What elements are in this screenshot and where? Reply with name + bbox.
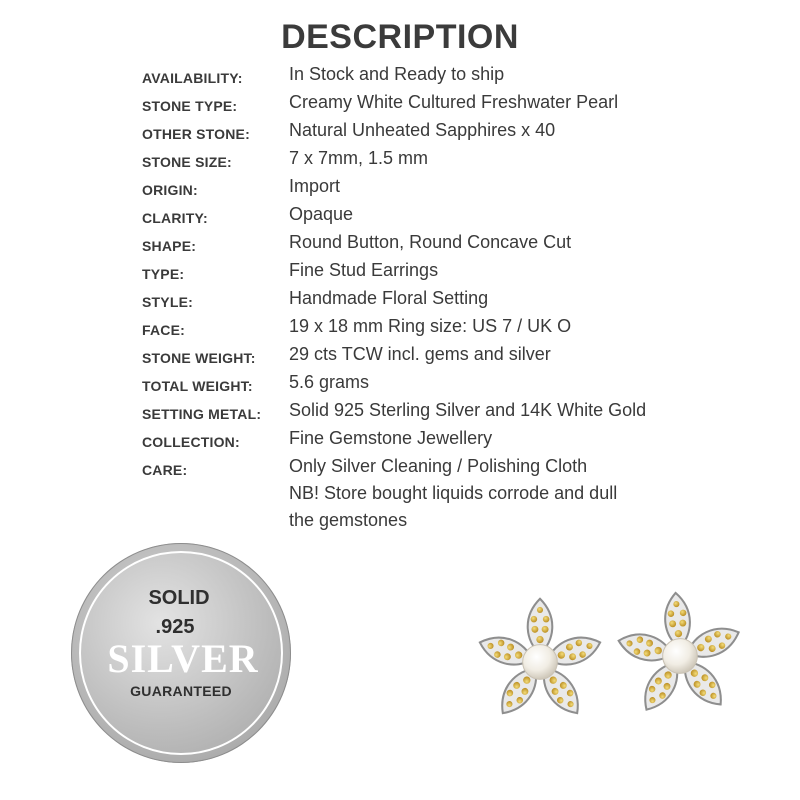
spec-row-face bbox=[142, 314, 762, 342]
badge-line-guaranteed: GUARANTEED bbox=[130, 683, 232, 699]
spec-label: TYPE: bbox=[142, 266, 185, 282]
page-title: DESCRIPTION bbox=[281, 18, 519, 56]
spec-value: Fine Gemstone Jewellery bbox=[289, 428, 493, 448]
spec-label: STONE TYPE: bbox=[142, 98, 238, 114]
spec-row-shape bbox=[142, 230, 762, 258]
spec-label: CLARITY: bbox=[142, 210, 208, 226]
care-note-line-2: the gemstones bbox=[289, 510, 408, 530]
spec-value: 7 x 7mm, 1.5 mm bbox=[289, 148, 429, 168]
spec-value: In Stock and Ready to ship bbox=[289, 64, 505, 84]
spec-value: Natural Unheated Sapphires x 40 bbox=[289, 120, 556, 140]
spec-label: SETTING METAL: bbox=[142, 406, 262, 422]
spec-value: Creamy White Cultured Freshwater Pearl bbox=[289, 92, 619, 112]
spec-list bbox=[142, 62, 762, 482]
care-note-line-1: NB! Store bought liquids corrode and dull bbox=[289, 483, 618, 503]
badge-line-silver: SILVER bbox=[107, 636, 259, 681]
silver-guarantee-badge bbox=[71, 543, 291, 763]
spec-value: Import bbox=[289, 176, 341, 196]
spec-row-care bbox=[142, 454, 762, 482]
spec-row-collection bbox=[142, 426, 762, 454]
badge-line-925: .925 bbox=[155, 616, 195, 638]
spec-value: Fine Stud Earrings bbox=[289, 260, 439, 280]
spec-label: STONE WEIGHT: bbox=[142, 350, 256, 366]
spec-label: STYLE: bbox=[142, 294, 193, 310]
spec-row-origin bbox=[142, 174, 762, 202]
earrings-image bbox=[470, 580, 770, 740]
spec-value: Only Silver Cleaning / Polishing Cloth bbox=[289, 456, 588, 476]
spec-label: ORIGIN: bbox=[142, 182, 198, 198]
spec-label: TOTAL WEIGHT: bbox=[142, 378, 253, 394]
spec-row-stone-size bbox=[142, 146, 762, 174]
spec-value: Opaque bbox=[289, 204, 354, 224]
spec-row-style bbox=[142, 286, 762, 314]
spec-value: 19 x 18 mm Ring size: US 7 / UK O bbox=[289, 316, 572, 336]
spec-row-stone-type bbox=[142, 90, 762, 118]
spec-row-setting-metal bbox=[142, 398, 762, 426]
spec-row-stone-weight bbox=[142, 342, 762, 370]
spec-row-availability bbox=[142, 62, 762, 90]
left-earring bbox=[476, 599, 604, 721]
badge-line-solid: SOLID bbox=[148, 587, 210, 609]
spec-value: Handmade Floral Setting bbox=[289, 288, 489, 308]
spec-row-type bbox=[142, 258, 762, 286]
spec-label: FACE: bbox=[142, 322, 185, 338]
spec-value: Solid 925 Sterling Silver and 14K White Gold bbox=[289, 400, 647, 420]
spec-value: 29 cts TCW incl. gems and silver bbox=[289, 344, 551, 364]
right-earring bbox=[612, 588, 748, 718]
spec-value: 5.6 grams bbox=[289, 372, 370, 392]
spec-row-total-weight bbox=[142, 370, 762, 398]
spec-value: Round Button, Round Concave Cut bbox=[289, 232, 572, 252]
spec-label: STONE SIZE: bbox=[142, 154, 232, 170]
spec-label: AVAILABILITY: bbox=[142, 70, 243, 86]
spec-label: COLLECTION: bbox=[142, 434, 240, 450]
spec-label: CARE: bbox=[142, 462, 188, 478]
spec-label: OTHER STONE: bbox=[142, 126, 250, 142]
spec-label: SHAPE: bbox=[142, 238, 197, 254]
spec-row-other-stone bbox=[142, 118, 762, 146]
spec-row-clarity bbox=[142, 202, 762, 230]
